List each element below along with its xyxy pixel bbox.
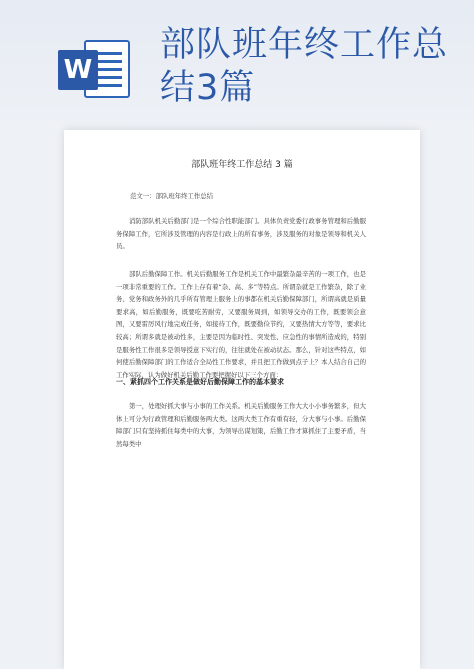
document-page: [64, 130, 420, 669]
page-title: 部队班年终工作总结3篇: [160, 25, 449, 108]
section-heading: 一、紧抓四个工作关系是做好后勤保障工作的基本要求: [116, 378, 284, 386]
section-paragraph: 第一，处理好抓大事与小事的工作关系。机关后勤服务工作大大小小事务繁多，但大体上可分为行政管理和后勤服务两大类。这两大类工作有重有轻，分大事与小事。后勤保障部门只有坚持抓住每类中的大事，为领导出谋划策，后勤工作才算抓住了主要矛盾，当然每类中: [116, 402, 366, 448]
example-label: 范文一：部队班年终工作总结: [130, 192, 214, 200]
paragraph-intro: 消防部队机关后勤部门是一个综合性职能部门。具体负责党委行政事务管理和后勤服务保障工作，它所涉及管理的内容是行政上的所有事务，涉及服务的对象是领导和机关人员。: [116, 217, 366, 251]
paragraph-body: 部队后勤保障工作。机关后勤服务工作是机关工作中最繁杂最辛苦的一项工作，也是一项非常重要的工作。工作上存有着“杂、高、多”等特点。所谓杂就是工作繁杂，除了业务、党务和政务外的几乎所有管理上服务上的事都在机关后勤保障部门，所谓高就是质量要求高，如后勤服务，既要吃苦耐劳，又要服务周到，如领导交办的工作，既要领会意图，又要雷厉风行地完成任务，如接待工作，既要勤俭节约，又要热情大方等等，要求比较高；所谓多就是被动性多，主要是因为临时性、突发性、应急性的事情所造成的，特别是服务性工作很多是领导授意下实行的，往往就处在被动状态。那么，针对这些特点，如何使后勤保障部门的工作适合全局性工作要求，并且把工作做到点子上？本人结合自己的工作实际，认为做好机关后勤工作要把握好以下三个方面：: [116, 270, 366, 379]
word-document-icon: [58, 36, 130, 102]
word-logo-badge: W: [58, 50, 98, 90]
document-title: 部队班年终工作总结 3 篇: [191, 160, 293, 170]
